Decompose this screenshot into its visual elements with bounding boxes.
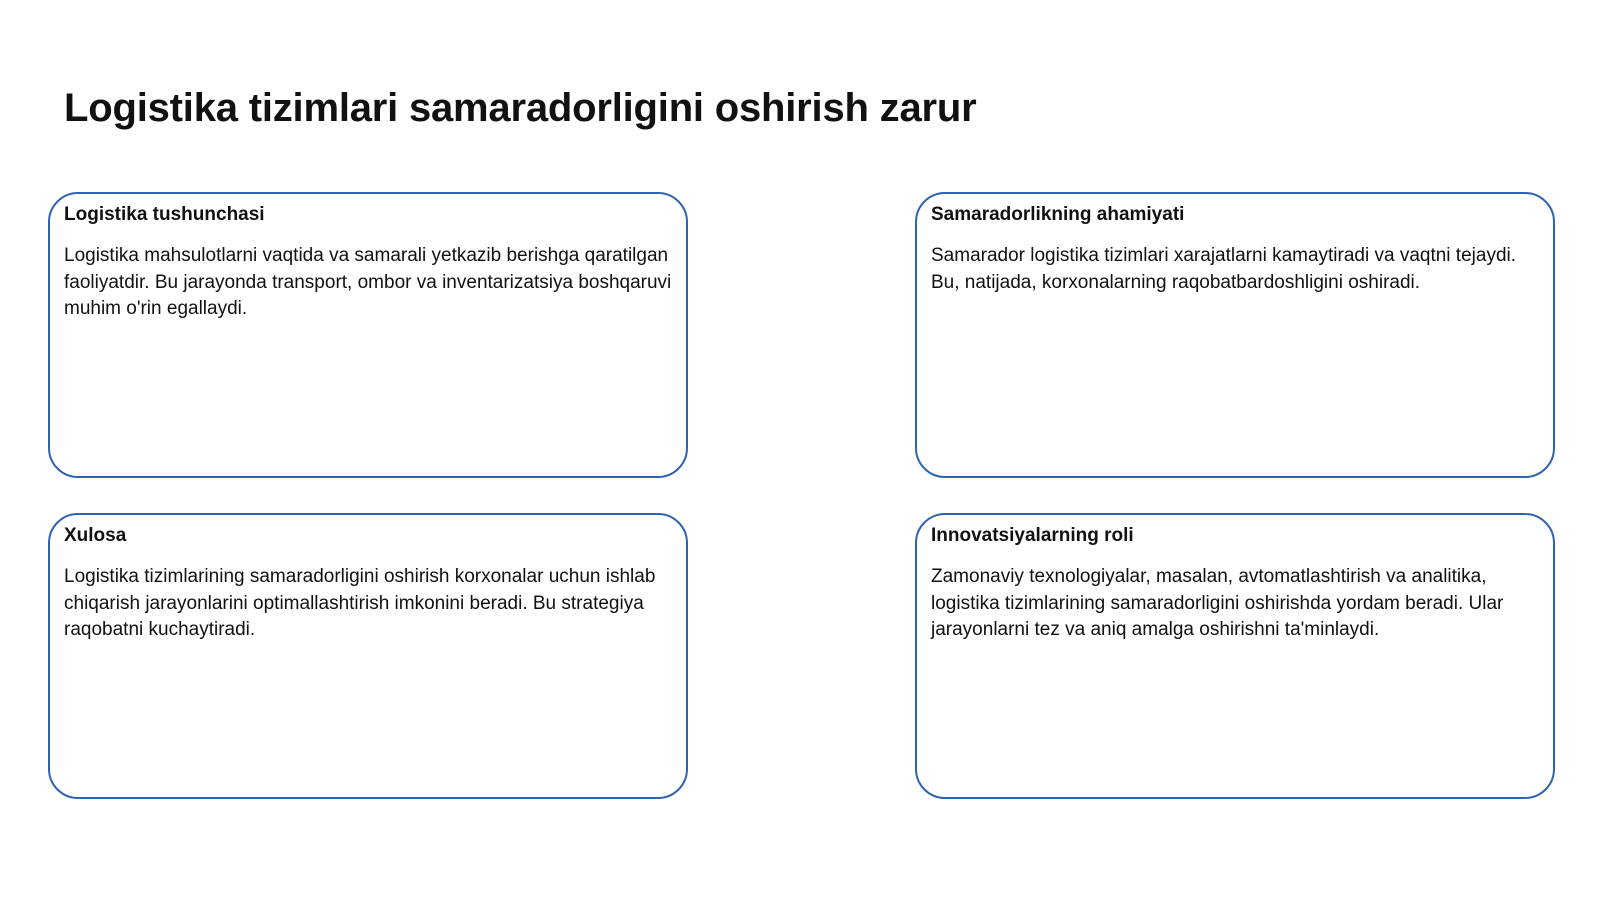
card-heading: Xulosa [64, 525, 127, 546]
card-body: Logistika mahsulotlarni vaqtida va samarali yetkazib berishga qaratilgan faoliyatdir. Bu jarayonda transport, ombor va inventarizatsiya boshqaruvi muhim o'rin egallaydi. [64, 245, 672, 319]
card-logistics-concept [48, 192, 688, 478]
slide-title: Logistika tizimlari samaradorligini oshirish zarur [64, 86, 977, 130]
card-body: Zamonaviy texnologiyalar, masalan, avtomatlashtirish va analitika, logistika tizimlarining samaradorligini oshirishda yordam beradi. Ular jarayonlarni tez va aniq amalga oshirishni ta'minlaydi. [931, 566, 1504, 640]
card-efficiency-importance [915, 192, 1555, 478]
card-heading: Logistika tushunchasi [64, 204, 265, 225]
card-body: Logistika tizimlarining samaradorligini oshirish korxonalar uchun ishlab chiqarish jarayonlarini optimallashtirish imkonini beradi. Bu strategiya raqobatni kuchaytiradi. [64, 566, 656, 640]
card-heading: Innovatsiyalarning roli [931, 525, 1134, 546]
card-innovation-role [915, 513, 1555, 799]
card-heading: Samaradorlikning ahamiyati [931, 204, 1185, 225]
card-conclusion [48, 513, 688, 799]
card-body: Samarador logistika tizimlari xarajatlarni kamaytiradi va vaqtni tejaydi. Bu, natijada, korxonalarning raqobatbardoshligini oshiradi. [931, 245, 1517, 293]
